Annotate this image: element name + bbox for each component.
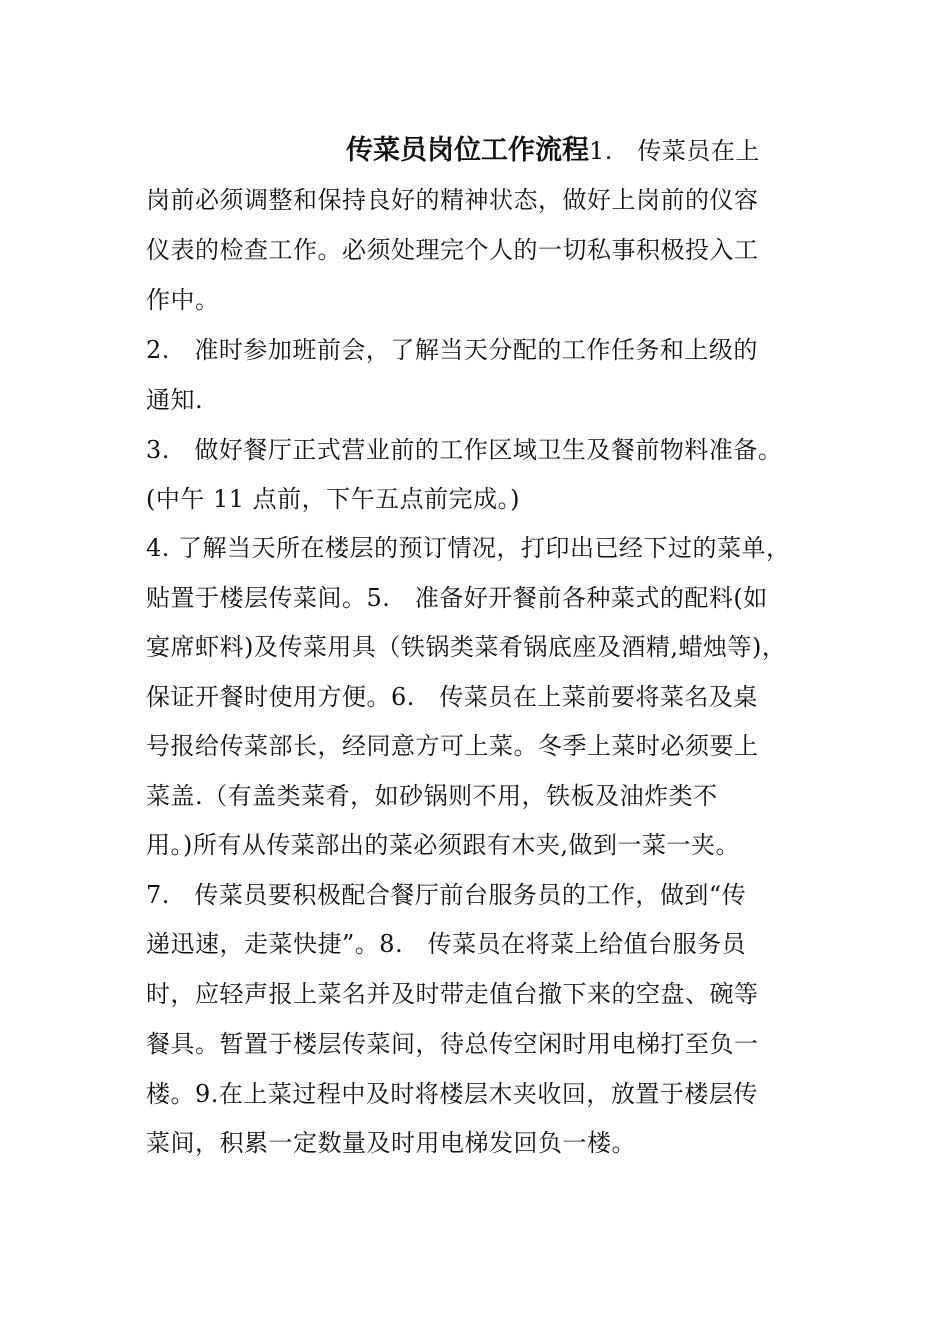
paragraph-line: 时，应轻声报上菜名并及时带走值台撤下来的空盘、碗等 <box>146 980 759 1008</box>
paragraph-line: 作中。 <box>146 286 220 314</box>
title-line <box>346 126 760 176</box>
paragraph-line: 7. 传菜员要积极配合餐厅前台服务员的工作，做到“传 <box>146 881 747 909</box>
paragraph-line: 宴席虾料)及传菜用具（铁锅类菜肴锅底座及酒精,蜡烛等)， <box>146 633 787 661</box>
paragraph-line: 1. 传菜员在上 <box>589 137 760 165</box>
paragraph-line: 仪表的检查工作。必须处理完个人的一切私事积极投入工 <box>146 236 759 264</box>
paragraph-line: 岗前必须调整和保持良好的精神状态，做好上岗前的仪容 <box>146 186 759 214</box>
paragraph-line: (中午 11 点前，下午五点前完成。) <box>146 485 521 513</box>
paragraph-line: 餐具。暂置于楼层传菜间，待总传空闲时用电梯打至负一 <box>146 1030 759 1058</box>
document-title: 传菜员岗位工作流程 <box>346 135 589 166</box>
paragraph-line: 贴置于楼层传菜间。5. 准备好开餐前各种菜式的配料(如 <box>146 584 768 612</box>
paragraph-line: 用。)所有从传菜部出的菜必须跟有木夹,做到一菜一夹。 <box>146 831 740 859</box>
paragraph-line: 号报给传菜部长，经同意方可上菜。冬季上菜时必须要上 <box>146 732 759 760</box>
paragraph-line: 菜盖.（有盖类菜肴，如砂锅则不用，铁板及油炸类不 <box>146 782 718 810</box>
paragraph-line: 递迅速，走菜快捷”。8. 传菜员在将菜上给值台服务员 <box>146 930 747 958</box>
paragraph-line: 楼。9.在上菜过程中及时将楼层木夹收回，放置于楼层传 <box>146 1080 758 1108</box>
paragraph-line: 菜间，积累一定数量及时用电梯发回负一楼。 <box>146 1129 636 1157</box>
paragraph-line: 通知. <box>146 386 204 414</box>
paragraph-line: 4. 了解当天所在楼层的预订情况，打印出已经下过的菜单， <box>146 534 791 562</box>
paragraph-line: 2. 准时参加班前会，了解当天分配的工作任务和上级的 <box>146 336 758 364</box>
paragraph-line: 保证开餐时使用方便。6. 传菜员在上菜前要将菜名及桌 <box>146 683 758 711</box>
paragraph-line: 3. 做好餐厅正式营业前的工作区域卫生及餐前物料准备。 <box>146 436 783 464</box>
